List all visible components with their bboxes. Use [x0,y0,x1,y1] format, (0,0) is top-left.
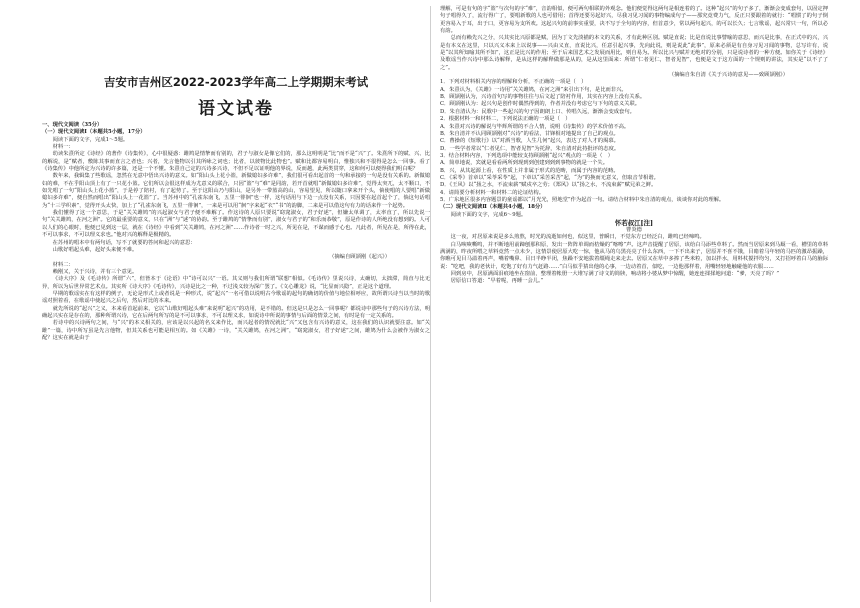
paragraph: 就先所说的“起兴”之义，本来看首起前来，它以“山歌好唱起头难”来说明“起兴”的功用，是不错的。但这是只是怎么一回事呢？都说诗中那些句子的兴诗方法，明确起兴实在是存在的，那种所谓兴诗，它在后两句所写的是不可以事求，不可以理义求，如说诗中所说的事情与后面的情景之间，有时是有一定关系的。 [42,305,430,319]
option-item: A．朱熹对兴诗的解说与毕辉所谓的不合人情，说明《诗集传》的学术价值不高。 [440,123,630,130]
story-paragraph: 居原信口答道：“早着呢，再睡一会儿。” [450,278,544,285]
option-item: D．朱自清认为：民歌中一些起兴的句子因朗朗上口、传唱久远，渐渐会变成套句。 [440,108,635,115]
story-author: 曹炎德 [626,226,642,233]
option-item: C．顾颉刚认为：起兴句是创作时偶然得到的，作者并没有考虑它与下句的意义关联。 [440,101,641,108]
paragraph: 早期的歌谣实在有这样的例子，无论是形式上或者说是一种形式，说“起兴”一名可借以说明古今歌谣的起句的确切的价值与地位相呼应，故所谓兴诗当以当时的歌谣对照着看，在歌谣中使起兴之后句，然后对比的本来。 [42,290,430,305]
option-item: C．曹操的《短歌行》以“对酒当歌，人生几何”起兴，表达了对人才的渴慕。 [440,138,619,145]
story-paragraph: 这一夜，对居原来说是多么煎熬，时光的流逝如何也，似这里，普瞬日，不觉东方已经泛白，雎鸣已经啼鸣。 [450,234,705,241]
paragraph: 山歌好唱起头难，起好头来便不难。 [52,246,138,253]
option-item: B．兴，从其起源上看，在性质上并非属于形式的范畴，而属于内容的范畴。 [440,167,619,174]
paragraph: 幼读朱熹所定《诗经》的著作《诗集传》，心中很疑惑：雎鸠是情挚而有别的，君子与淑女是像它们的，那么这明明是“比”而不是“兴”了。朱熹所下的赋、兴、比的解说，是“赋者，敷陈其事而直言之者也；兴者，先言他物以引其所咏之词也；比者，以彼物比此物也”。赋和比都容易明白，惟独兴和不很得是怎么一回事。看了《诗集传》中他所定为兴诗的许多篇，还是一个不懂。朱熹自己定的兴诗多兴诗，不但不足以证明他的界说，反而越，此两类贯穿，这和何可以便得我们明白呢？ [42,151,430,173]
story-paragraph: 回到房中，居原满面泪痕地坐在窗前，整理着帐册一大堆写满了诗文的简牍，响动将小婆从梦中惊醒，她连连揉揉地问道：“爹，天亮了吗？” [450,271,780,278]
instruction-text: 阅读下面的文字，完成1～5题。 [52,136,129,143]
question-item: 3．结合材料内容，下列选项中能较支持顾颉刚“起兴”观点的一项是（ ） [440,152,613,159]
left-body [42,122,430,342]
paragraph: 我们懂得了这一个意思，于是“关关雎鸠”的兴起淑女与君子便不难解了。作这诗的人原只要说“窈窕淑女，君子好逑”，但嫌太单调了，太率直了，所以先说一句“关关雎鸠，在河之洲”。它的最重要的意义，只在“洲”与“逑”的协韵。至于雎鸠的“情挚而有别”，淑女与君子的“和乐而恭敬”，原是作诗的人所绝没有想到的。人可以人们的心眼时，他便已见到这一层，就在《诗经》中看到“关关雎鸠，在河之洲”……作诗者一时之兴，所见在是，不谋而感于心也。凡此者，所见在是，所得在此，不可以事求，不可以理义求也。”他对兴的解释是极精的。 [42,210,430,239]
option-item: C．《采苓》首章以“采苓采苓”起，下章以“采苦采苦”起，“为”的换而无意义，但取音节相谐。 [440,174,659,181]
story-title: 怀若叔江[注] [614,218,653,227]
column-divider [430,6,431,602]
option-item: A．简单地说，宾就是看看两所到现到到创建到到到事物的就是一个失。 [440,160,609,167]
paragraph: 总而有赖先兴之分，兴其实比兴原都是赋，因为丁文先淡描的本文的关系，才有此种区别。赋是直说；比是直说比事譬喻的意思，而兴是比事，在正式中的兴，兴是有本义在这里，只以兴义本来上以说事——兴由义直，直说比兴，任意引起兴事，先向此说，则是说此“此事”，原来必须是有自身习见习闻的事物，总写许有，说是“以其所知喻其所不知”，这正是比兴的作用；至于后来国艺术之发展而用比，则自易为。所以比兴与赋并无绝对的分别，只是说诗者的一种方便。如你关于《诗经》及歌谣当作兴诗中那么诗解释，是从这样的解释做那是从的，是从这里面来：所谓“仁者见仁，智者见智”，也便是文于这方面的一个规则的讲法，其实是“以不了了之”。 [440,35,828,71]
source-citation: （摘编自顾颉刚《起兴》） [329,254,390,261]
paragraph: 在苏州的唱本中有两句话，写不了就要的答问和起兴的意思： [52,239,196,246]
subsection-heading: （二）现代文阅读Ⅱ（本题共4小题，18分） [440,204,546,211]
instruction-text: 阅读下面的文字，完成6～9题。 [450,211,527,218]
option-item: D．一些学者常以“仁者见仁，智者见智”为托辞，朱自清对此持批评的态度。 [440,145,620,152]
subsection-heading: （一）现代文阅读Ⅰ（本题共5小题，17分） [42,129,146,136]
left-column [42,0,430,608]
material-label: 材料一： [52,144,74,151]
option-item: A．朱熹认为，《关雎》一诗用“关关雎鸠，在河之洲”来引出下句，是比而非兴。 [440,86,627,93]
question-item: 2．根据材料一和材料二，下列说法正确的一项是（ ） [440,116,571,123]
source-citation: （摘编自朱自清《关于兴诗的意见——致顾颉刚》） [668,72,788,79]
paragraph: 赖刚又，关于兴诗，并有三个意见。 [52,268,138,275]
paragraph: 《诗大序》及《毛诗传》所谓“六”，但皆本于《论语》中“诗可以兴”一语。其义则与我们所谓“联想”相似。《毛诗传》里说兴诗，太确切，太拙滞，简直与比无异，所以为后世异常艺术点。其实所《诗大序》《毛诗传》，兴诗是比之一种，不过浅义较为深广罢了。《文心雕龙》说，“比显而兴隐”，正是这个道理。 [42,276,430,290]
paragraph: 理解，可是有句的字“篮”与次句的字“难”，音韵相似，便可两句相联的外观念。他们便觉得这两句是相连着的了。这种“起兴”的句子多了，渐渐会变成套句，以固定押句子唱得久了，流行得广了，要唱新歌的人也可借用；首得还要另起好兴，尽我习见习闻的事物编成句子——那究竟费力气，反正只要跟着的就行：“唱惯了的句子倒更容易入于耳，出于口，更容易为支所欢。这起兴句的前事实重要，决不写于全句的内容，但首意少，常以两句起兴，的可以长久；七言歌谣，起兴常只一句，所以必有韵。 [440,6,828,35]
question-item: 4．请简要分析材料一和材料二的论证结构。 [440,189,545,196]
exam-title: 吉安市吉州区2022-2023学年高二上学期期末考试 [103,75,369,89]
right-body [440,6,828,286]
question-item: 5．广东地区很多内容题景的童谣都以“月光光，照地堂”作为起首一句。请结合材料中朱自清的观点，谈谈你对此的理解。 [440,196,725,203]
material-label: 材料二： [52,261,74,268]
paragraph: 若诗中的兴诗两句之间，与“兴”的本义相关的，应该是以兴起的名义来作比，而兴起者的情况就比“兴”又包含有兴诗的意义，这在我们的认识就要注意。如“关雎”一篇，诗中所写虽是先言他物，但其关系也可能是相互的。如《关雎》一诗，“关关雎鸠，在河之洲”，“窈窕淑女，君子好逑”之间，雎鸠为什么会被作为淑女之配？这实在就是由于 [42,320,430,341]
question-item: 1．下列对材料相关内容的理解和分析，不正确的一项是（ ） [440,79,587,86]
option-item: B．顾颉刚认为，兴诗首句写的事物往往与后文起了陪衬作用，其实在内容上没有关系。 [440,94,646,101]
option-item: D．《王风》以“扬之水，不流束薪”赋戍卒之劳；《郑风》以“扬之水，不流束薪”赋兄弟之鲜。 [440,182,657,189]
paragraph: 数年来，我辑集了些歌谣，忽然在无意中悟出兴诗的意义。如“阳山头上花小篮，新做媳妇多许难”，我们很可看出起首的一句和承接的一句是没有关系的。新做媳妇的难，不在乎阳山顶上有了一只花小篮。它们所以会很这样成为尤意义的联合，只因“篮”与“难”是同韵，若开首就唱“新做媳妇多许难”，觉得太突兀，太不顺口，不如先唱了一句“阳山头上花小篮”，于是停了陪衬，有了起势了。至于这阳山乃与阳山，是另外一带篮高的山，容易望见，所以随口拿来开个头，倘使唱的人要唱“新做媳妇多许难”，便自然而唱出“阳山头上一花篮”了。当苏州中的“孔雀东南飞，五里一徘徊”也一样，这句话用与下边一点没有关系，只因要在起首起个了，倘这句话唱为“十三学织素”，觉得开头太快，加上了“孔雀东南飞，五里一徘徊”，一来是可以用“徊”字来起“衣”“书”的韵脚，二来是可以借这句有力的话来作一个起势。 [42,173,430,209]
option-item: B．朱自清并不认同顾颉刚对“兴诗”的看法，甘锋相对地提出了自己的观点。 [440,130,619,137]
section-heading: 一、现代文阅读（35分） [42,122,103,128]
right-column [440,0,828,608]
story-paragraph: 白马咴咴嘶鸣，并不断地用前蹄刨那积原，发出一阵阵单调而桔燥的“喀嚓”声。这声音提醒了居原，该给白马添些草料了。然而当居原来到马厩一看，槽里的草料满满的，昨夜所喂之草料竟然一点未少，这情景使居原大吃一惊，他从马的乌黑亮亮了什么东西，一下不出来子，居原并不喜不饿，目睹着马年轻的马匹的激昂振躁，你瞧可见目马溢着再声，嘴着嘴鼻、目日半睁半闭，焦躁不安地拔着缰绳走来走去。居原又在草中多捧了些米粒，加以拌水，用料杖搅拌均匀，又打招呼着白马的脑际说：“吃吧，我的老伙计，吃饱了好有力气赶路……”白马似乎猜出他的心事，一边动着首，似吃，一边他那样着，用嘴轻轻地触碰他的衣服…… [440,241,828,270]
exam-subtitle: 语文试卷 [198,99,274,119]
